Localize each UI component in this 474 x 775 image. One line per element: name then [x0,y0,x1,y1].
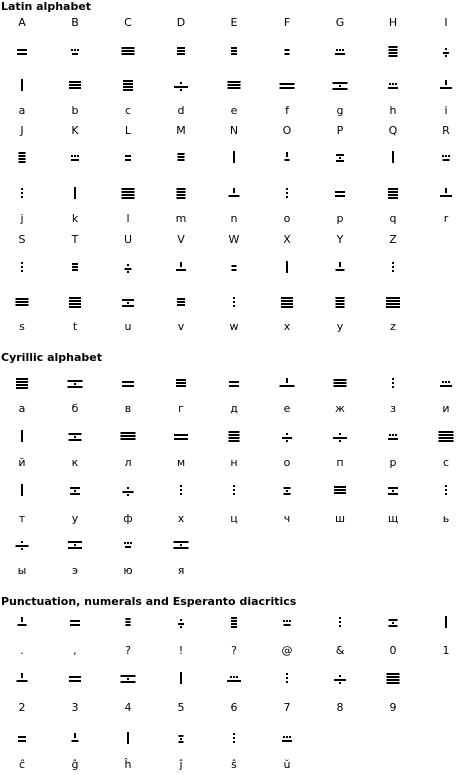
symbol-glyph-icon [426,44,466,60]
char-label: W [228,233,240,246]
symbol-glyph-icon [320,186,360,202]
symbol-glyph-icon [161,537,201,553]
symbol-glyph-icon [108,671,148,687]
char-label: N [229,124,239,137]
char-label: Q [388,124,398,137]
symbol-glyph-icon [108,78,148,94]
symbol-glyph-icon [55,731,95,747]
char-label: ы [17,564,27,577]
symbol-glyph-icon [214,483,254,499]
char-label: a [18,104,26,117]
char-label: ? [125,644,131,657]
symbol-glyph-icon [55,260,95,276]
char-label: i [444,104,448,117]
char-label: р [389,456,397,469]
symbol-glyph-icon [373,150,413,166]
symbol-glyph-icon [214,150,254,166]
char-label: о [283,456,291,469]
symbol-glyph-icon [214,376,254,392]
char-label: b [71,104,79,117]
char-label: 1 [442,644,450,657]
char-label: O [282,124,292,137]
symbol-glyph-icon [108,429,148,445]
char-label: щ [387,512,399,525]
section-title-2: Punctuation, numerals and Esperanto diacritics [1,595,297,608]
char-label: K [71,124,79,137]
char-label: ĥ [124,758,132,771]
symbol-glyph-icon [267,295,307,311]
char-label: 3 [71,701,79,714]
char-label: R [442,124,450,137]
char-label: G [335,16,345,29]
char-label: g [336,104,344,117]
char-label: U [123,233,133,246]
char-label: B [71,16,79,29]
symbol-glyph-icon [55,615,95,631]
symbol-glyph-icon [2,483,42,499]
char-label: y [336,320,344,333]
char-label: & [335,644,345,657]
symbol-glyph-icon [320,483,360,499]
symbol-glyph-icon [2,44,42,60]
symbol-glyph-icon [267,260,307,276]
char-label: п [336,456,344,469]
symbol-glyph-icon [267,150,307,166]
char-label: . [20,644,24,657]
symbol-glyph-icon [214,615,254,631]
char-label: P [336,124,344,137]
char-label: n [230,212,238,225]
symbol-glyph-icon [373,78,413,94]
char-label: з [390,402,396,415]
symbol-glyph-icon [320,615,360,631]
symbol-glyph-icon [373,671,413,687]
char-label: э [71,564,79,577]
char-label: X [283,233,291,246]
symbol-glyph-icon [373,429,413,445]
char-label: l [126,212,130,225]
symbol-glyph-icon [214,671,254,687]
symbol-glyph-icon [161,376,201,392]
char-label: D [176,16,186,29]
char-label: J [20,124,24,137]
symbol-glyph-icon [108,260,148,276]
symbol-glyph-icon [320,78,360,94]
char-label: у [71,512,79,525]
char-label: а [18,402,26,415]
char-label: 6 [230,701,238,714]
char-label: o [283,212,291,225]
char-label: й [18,456,26,469]
char-label: w [229,320,239,333]
symbol-glyph-icon [426,429,466,445]
symbol-glyph-icon [161,615,201,631]
char-label: е [283,402,291,415]
char-label: ŝ [231,758,237,771]
char-label: ц [230,512,238,525]
symbol-glyph-icon [426,483,466,499]
char-label: I [444,16,448,29]
symbol-glyph-icon [161,44,201,60]
symbol-glyph-icon [108,731,148,747]
char-label: F [283,16,291,29]
symbol-glyph-icon [55,376,95,392]
char-label: L [124,124,132,137]
char-label: H [388,16,398,29]
char-label: ь [442,512,450,525]
symbol-glyph-icon [161,731,201,747]
char-label: л [124,456,132,469]
char-label: Z [389,233,397,246]
symbol-glyph-icon [108,615,148,631]
symbol-glyph-icon [373,260,413,276]
char-label: 8 [336,701,344,714]
char-label: e [230,104,238,117]
symbol-glyph-icon [214,186,254,202]
symbol-glyph-icon [214,429,254,445]
char-label: M [176,124,186,137]
char-label: ŭ [283,758,291,771]
symbol-glyph-icon [214,78,254,94]
symbol-glyph-icon [2,537,42,553]
char-label: t [72,320,78,333]
symbol-glyph-icon [214,295,254,311]
char-label: 2 [18,701,26,714]
char-label: б [71,402,79,415]
symbol-glyph-icon [426,615,466,631]
symbol-glyph-icon [2,429,42,445]
char-label: 9 [389,701,397,714]
symbol-glyph-icon [267,671,307,687]
symbol-glyph-icon [108,150,148,166]
symbol-glyph-icon [426,150,466,166]
char-label: Y [336,233,344,246]
symbol-glyph-icon [108,186,148,202]
char-label: х [177,512,185,525]
symbol-glyph-icon [108,295,148,311]
char-label: c [124,104,132,117]
char-label: 4 [124,701,132,714]
char-label: ? [231,644,237,657]
symbol-glyph-icon [426,78,466,94]
symbol-glyph-icon [2,150,42,166]
char-label: C [124,16,132,29]
char-label: d [177,104,185,117]
char-label: ю [123,564,133,577]
char-label: н [230,456,238,469]
symbol-glyph-icon [55,295,95,311]
char-label: ĵ [179,758,183,771]
symbol-glyph-icon [161,295,201,311]
symbol-glyph-icon [2,671,42,687]
symbol-glyph-icon [267,731,307,747]
char-label: т [18,512,26,525]
symbol-glyph-icon [373,44,413,60]
char-label: ш [334,512,346,525]
symbol-glyph-icon [2,186,42,202]
char-label: T [71,233,79,246]
symbol-glyph-icon [320,429,360,445]
symbol-glyph-icon [267,186,307,202]
symbol-glyph-icon [320,376,360,392]
symbol-glyph-icon [108,44,148,60]
char-label: s [19,320,25,333]
char-label: к [71,456,79,469]
symbol-glyph-icon [320,671,360,687]
symbol-glyph-icon [320,150,360,166]
char-label: ĝ [71,758,79,771]
symbol-glyph-icon [55,186,95,202]
char-label: в [124,402,132,415]
symbol-glyph-icon [108,483,148,499]
section-title-0: Latin alphabet [1,0,92,13]
symbol-glyph-icon [267,615,307,631]
char-label: г [178,402,184,415]
char-label: ч [283,512,291,525]
symbol-glyph-icon [373,186,413,202]
symbol-glyph-icon [373,483,413,499]
symbol-glyph-icon [108,376,148,392]
symbol-glyph-icon [2,615,42,631]
symbol-glyph-icon [320,295,360,311]
char-label: p [336,212,344,225]
symbol-glyph-icon [267,376,307,392]
char-label: f [285,104,289,117]
char-label: k [71,212,79,225]
symbol-glyph-icon [426,186,466,202]
symbol-glyph-icon [161,671,201,687]
symbol-glyph-icon [214,260,254,276]
symbol-glyph-icon [55,537,95,553]
char-label: A [18,16,26,29]
symbol-glyph-icon [426,376,466,392]
char-label: V [177,233,185,246]
char-label: r [443,212,449,225]
char-label: z [390,320,396,333]
symbol-glyph-icon [267,429,307,445]
symbol-glyph-icon [320,44,360,60]
char-label: m [175,212,187,225]
symbol-glyph-icon [161,260,201,276]
char-label: я [177,564,185,577]
symbol-glyph-icon [373,376,413,392]
char-label: q [389,212,397,225]
char-label: u [124,320,132,333]
char-label: 7 [283,701,291,714]
symbol-glyph-icon [2,260,42,276]
symbol-glyph-icon [55,78,95,94]
char-label: j [20,212,24,225]
char-label: h [389,104,397,117]
char-label: ĉ [18,758,26,771]
symbol-glyph-icon [161,429,201,445]
char-label: ф [123,512,133,525]
char-label: v [177,320,185,333]
symbol-glyph-icon [55,429,95,445]
symbol-glyph-icon [320,260,360,276]
symbol-glyph-icon [108,537,148,553]
char-label: S [18,233,26,246]
char-label: ж [335,402,345,415]
symbol-glyph-icon [161,186,201,202]
symbol-glyph-icon [214,731,254,747]
symbol-glyph-icon [161,483,201,499]
char-label: x [283,320,291,333]
symbol-glyph-icon [267,78,307,94]
symbol-glyph-icon [373,615,413,631]
symbol-glyph-icon [2,731,42,747]
char-label: с [442,456,450,469]
char-label: м [176,456,186,469]
char-label: ! [178,644,184,657]
symbol-glyph-icon [2,78,42,94]
symbol-glyph-icon [267,483,307,499]
symbol-glyph-icon [161,150,201,166]
char-label: @ [281,644,293,657]
symbol-glyph-icon [161,78,201,94]
symbol-glyph-icon [55,150,95,166]
symbol-glyph-icon [2,295,42,311]
symbol-glyph-icon [55,483,95,499]
symbol-glyph-icon [2,376,42,392]
char-label: E [230,16,238,29]
char-label: д [230,402,238,415]
symbol-glyph-icon [373,295,413,311]
symbol-glyph-icon [214,44,254,60]
symbol-glyph-icon [267,44,307,60]
symbol-glyph-icon [55,671,95,687]
section-title-1: Cyrillic alphabet [1,351,103,364]
char-label: 5 [177,701,185,714]
char-label: , [73,644,77,657]
char-label: 0 [389,644,397,657]
char-label: и [442,402,450,415]
symbol-glyph-icon [55,44,95,60]
